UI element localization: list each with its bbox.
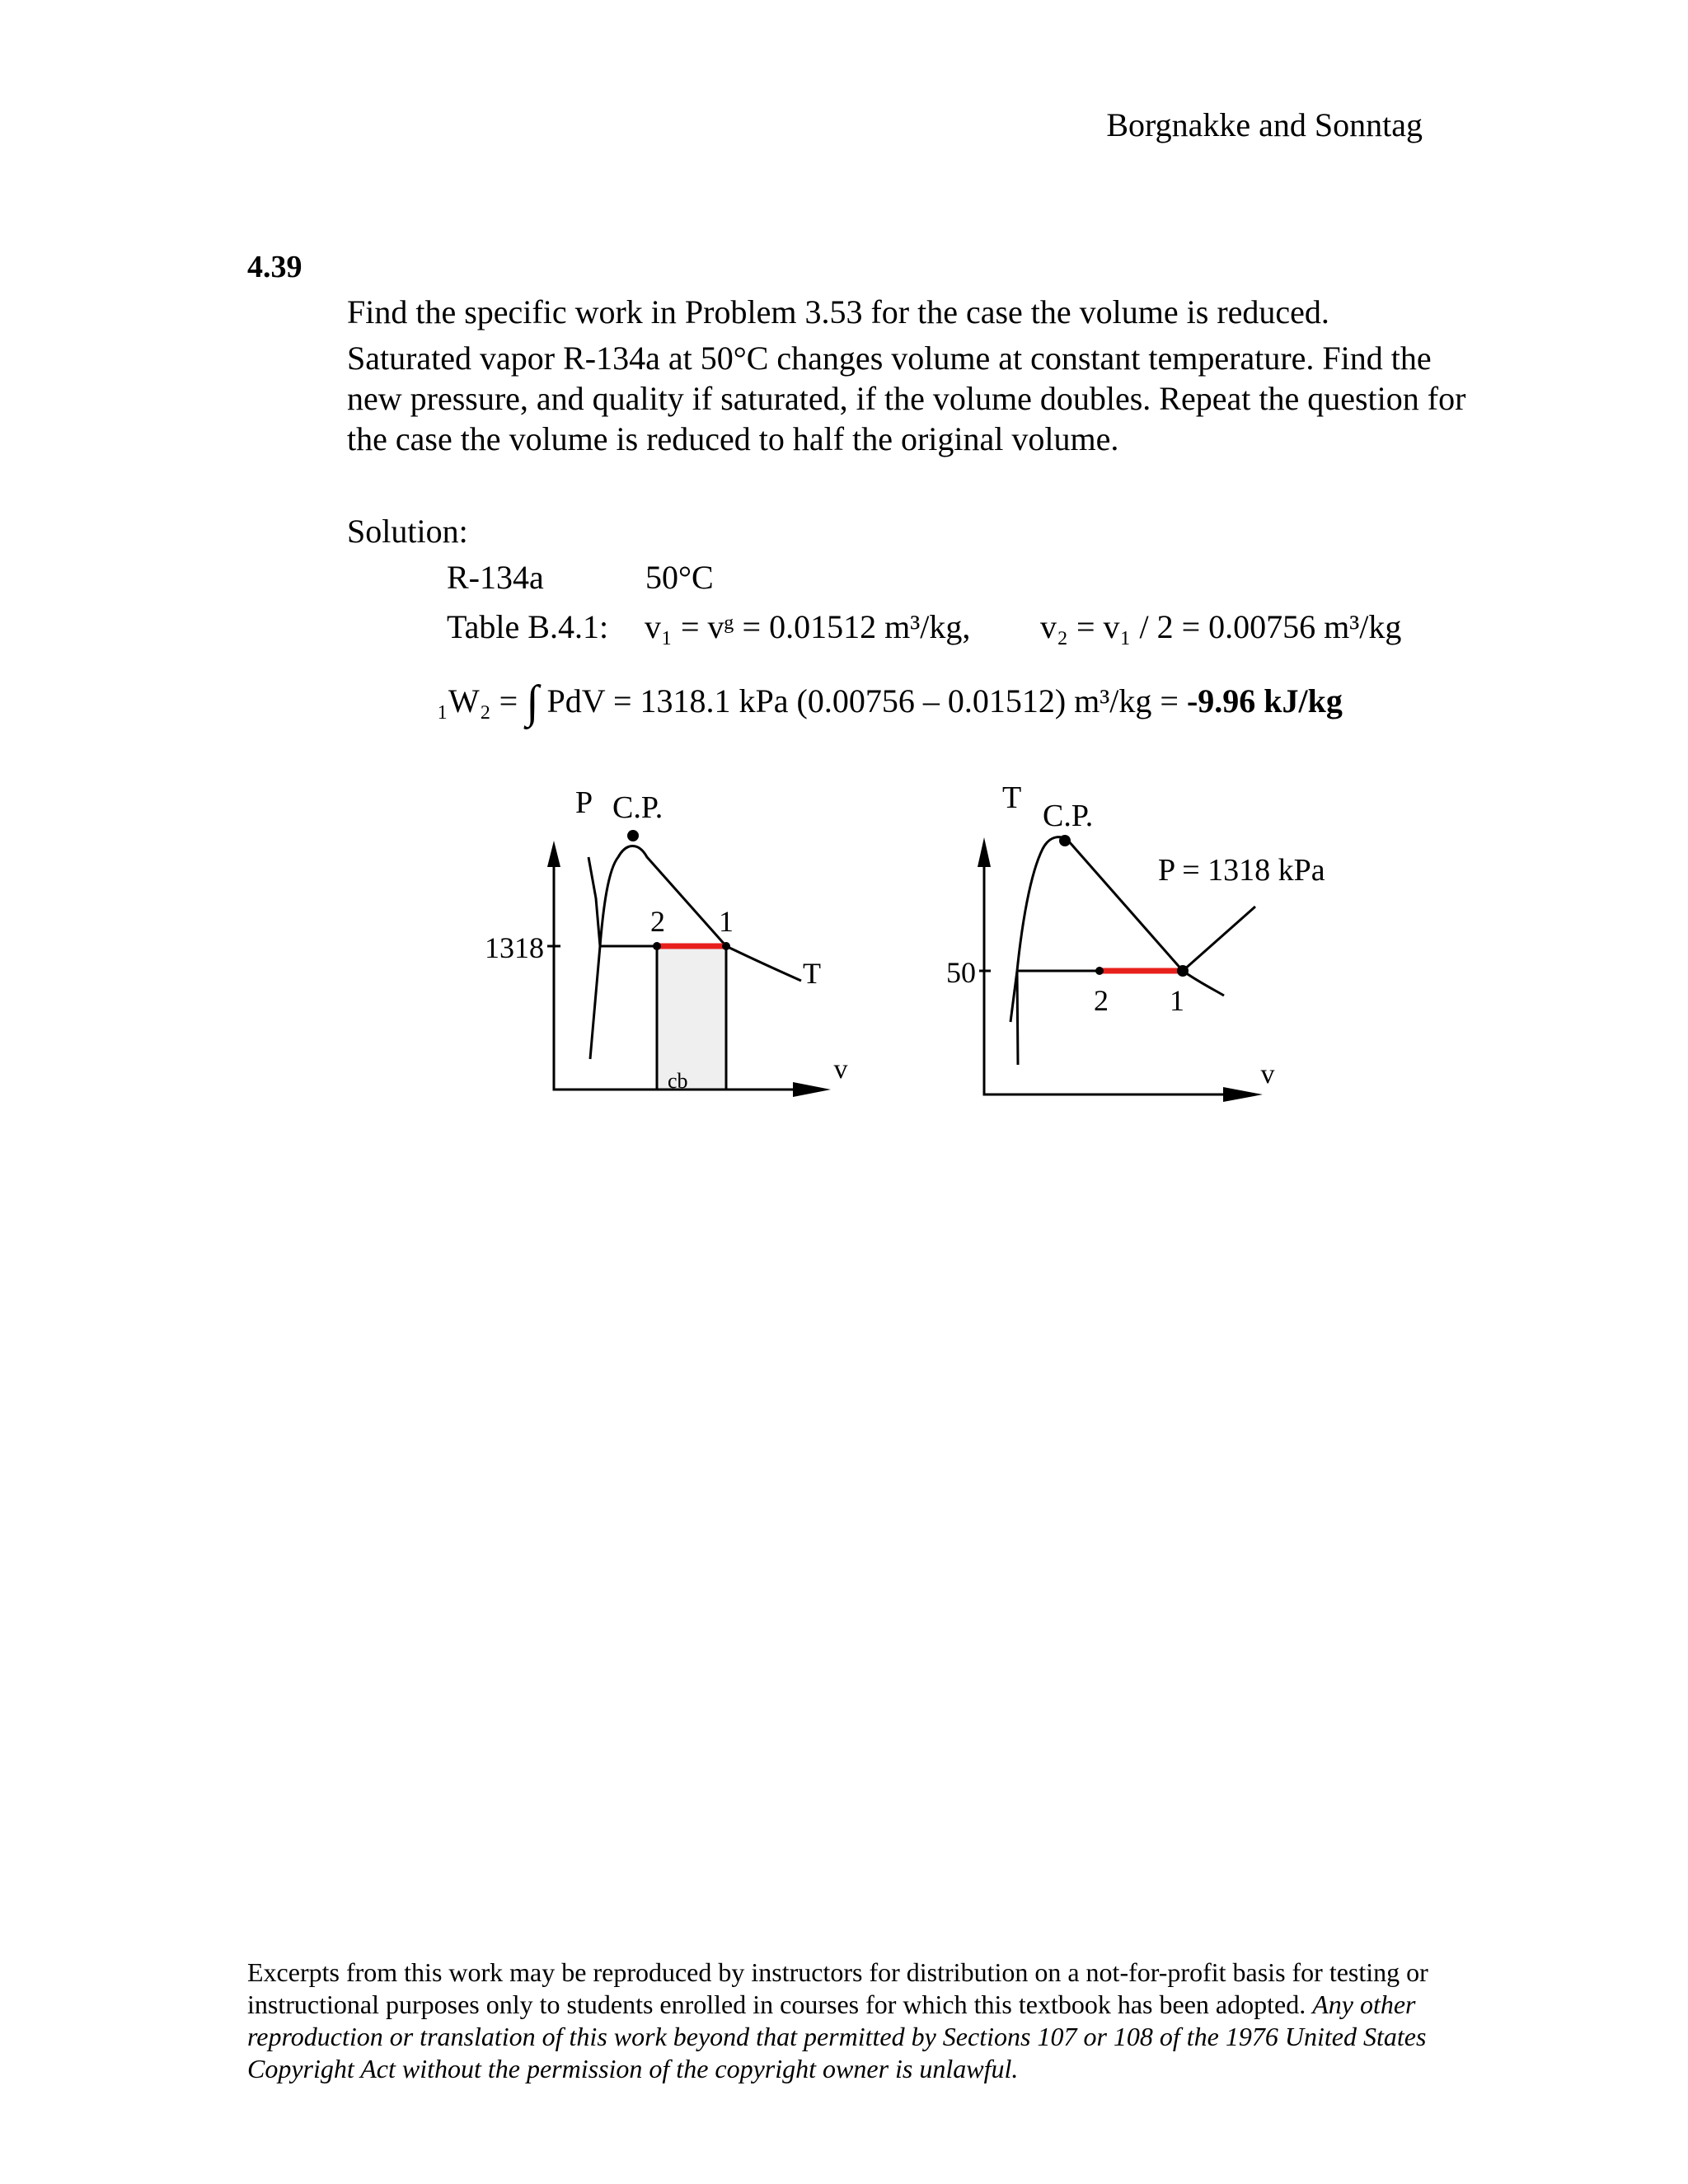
critical-point bbox=[627, 830, 639, 841]
work-lhs: ₁W₂ = bbox=[437, 682, 527, 719]
pv-diagram bbox=[462, 775, 874, 1121]
t-axis-arrow bbox=[978, 837, 991, 867]
page-header: Borgnakke and Sonntag bbox=[1106, 106, 1423, 143]
footer-notice: Excerpts from this work may be reproduced by instructors for distribution on a not-for-profit basis for testing or instructional purposes only to students enrolled in courses for which this textbook has been adopted. bbox=[247, 1957, 1428, 2019]
work-area bbox=[657, 946, 726, 1090]
critical-point bbox=[1059, 835, 1071, 846]
integral-sign: ∫ bbox=[526, 677, 539, 728]
substance-label: R-134a bbox=[447, 559, 544, 596]
problem-number: 4.39 bbox=[247, 250, 302, 284]
work-expression: PdV = 1318.1 kPa (0.00756 – 0.01512) m³/kg = bbox=[538, 682, 1187, 719]
work-result: -9.96 kJ/kg bbox=[1186, 682, 1343, 719]
state-2-point bbox=[653, 942, 661, 950]
p-axis-arrow bbox=[547, 841, 560, 867]
p-axis-label: P bbox=[575, 785, 593, 820]
state-2-label: 2 bbox=[650, 905, 665, 938]
state-2-point bbox=[1095, 967, 1104, 975]
state-1-label: 1 bbox=[719, 905, 734, 938]
isobar-label: P = 1318 kPa bbox=[1158, 853, 1325, 888]
footer-warning: Any other reproduction or translation of this work beyond that permitted by Sections 107 or 108 of the 1976 United States Copyright Act without the permission of the copyright owner is unlawful. bbox=[247, 1990, 1427, 2083]
cp-label: C.P. bbox=[1043, 799, 1094, 833]
t-axis-label: T bbox=[1002, 780, 1022, 815]
isotherm-label: T bbox=[803, 957, 821, 990]
work-equation bbox=[437, 677, 1343, 728]
v1-expression: v₁ = vᵍ = 0.01512 m³/kg, bbox=[645, 608, 971, 645]
state-2-label: 2 bbox=[1094, 984, 1109, 1017]
problem-question: Saturated vapor R-134a at 50°C changes volume at constant temperature. Find the new pressure, and quality if saturated, if the volume doubles. Repeat the question for the case the volume is reduced to half the original volume. bbox=[347, 340, 1466, 457]
t-axis bbox=[984, 865, 1228, 1094]
temperature-label: 50°C bbox=[645, 559, 714, 596]
isobar-line bbox=[1183, 907, 1255, 971]
liquid-line bbox=[588, 857, 600, 946]
v-axis-label: v bbox=[833, 1054, 848, 1085]
cp-label: C.P. bbox=[612, 790, 663, 825]
area-label: cb bbox=[668, 1069, 688, 1093]
tv-diagram bbox=[915, 775, 1360, 1121]
v2-expression: v₂ = v₁ / 2 = 0.00756 m³/kg bbox=[1040, 608, 1402, 645]
isotherm-line bbox=[726, 946, 801, 981]
pressure-tick-label: 1318 bbox=[485, 931, 544, 964]
copyright-footer bbox=[247, 1957, 1451, 2085]
liquid-line-2 bbox=[1017, 971, 1018, 1065]
table-reference: Table B.4.1: bbox=[447, 608, 609, 645]
problem-statement: Find the specific work in Problem 3.53 for the case the volume is reduced. bbox=[347, 293, 1329, 330]
state-1-point bbox=[722, 942, 730, 950]
state-1-label: 1 bbox=[1170, 984, 1184, 1017]
v-axis-arrow bbox=[1223, 1087, 1263, 1102]
solution-heading: Solution: bbox=[347, 513, 468, 550]
isotherm-tail bbox=[1183, 971, 1224, 996]
v-axis-arrow bbox=[793, 1082, 831, 1097]
temperature-tick-label: 50 bbox=[946, 956, 976, 989]
state-1-point bbox=[1177, 965, 1189, 977]
compressed-liquid-line bbox=[590, 946, 600, 1059]
v-axis-label: v bbox=[1260, 1059, 1275, 1090]
